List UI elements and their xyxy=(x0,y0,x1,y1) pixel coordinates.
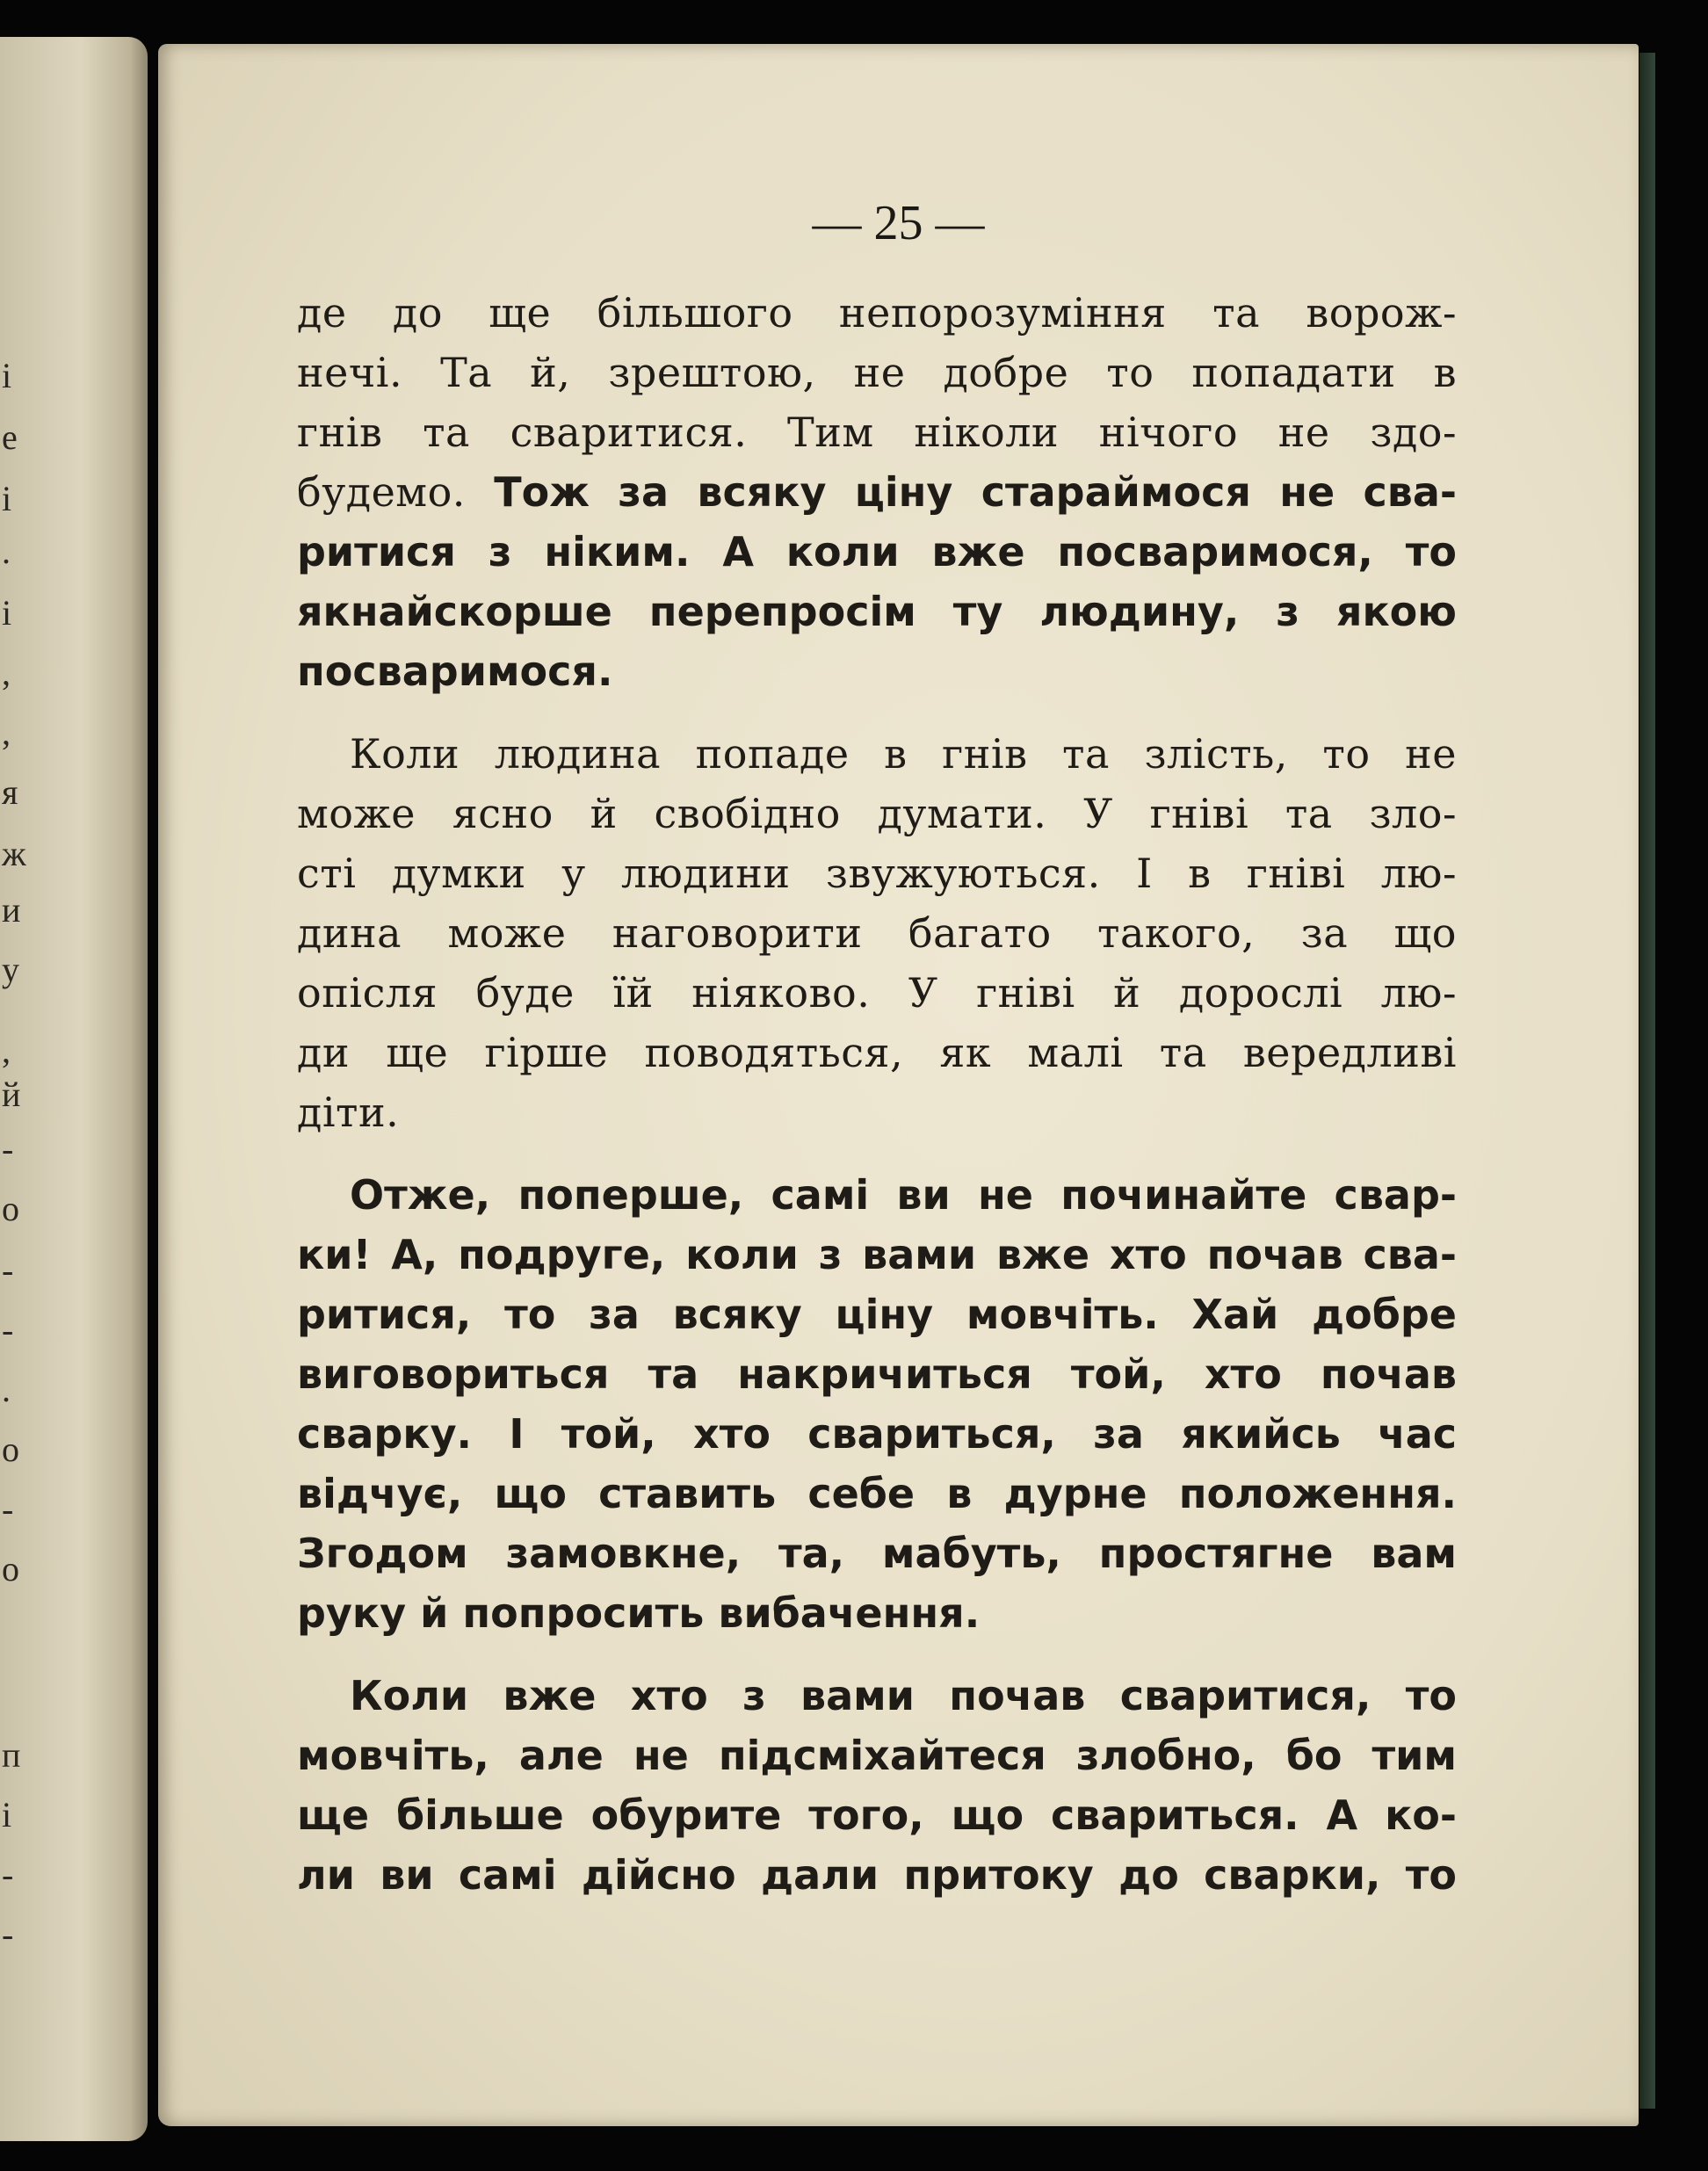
text-line: ще більше обурите того, що свариться. А ко- xyxy=(297,1791,1457,1839)
margin-glyph: о xyxy=(2,1189,19,1228)
margin-glyph: п xyxy=(2,1735,21,1775)
text-line: руку й попросить вибачення. xyxy=(297,1589,981,1637)
text-line: нечі. Та й, зрештою, не добре то попадати в xyxy=(297,349,1457,396)
text-line: ки! А, подруге, коли з вами вже хто почав сва- xyxy=(297,1231,1457,1278)
margin-glyph: , xyxy=(2,1031,11,1070)
page-text xyxy=(297,283,1457,1905)
margin-glyph: і xyxy=(2,479,12,518)
margin-glyph: я xyxy=(2,772,18,812)
text-line: опісля буде їй ніяково. У гніві й дорослі лю- xyxy=(297,969,1457,1017)
margin-glyph: - xyxy=(2,1855,14,1894)
text-line: сварку. І той, хто свариться, за якийсь час xyxy=(297,1410,1457,1458)
text-line: сті думки у людини звужуються. І в гніві лю- xyxy=(297,850,1457,897)
margin-glyph: . xyxy=(2,1370,11,1409)
text-line-part-bold: Тож за всяку ціну стараймося не сва- xyxy=(465,468,1457,516)
margin-glyph: і xyxy=(2,1795,12,1834)
text-line: де до ще більшого непорозуміння та ворож- xyxy=(297,289,1457,337)
margin-glyph: ж xyxy=(2,834,26,873)
text-line xyxy=(297,462,1457,522)
margin-glyph: і xyxy=(2,356,12,395)
margin-glyph: е xyxy=(2,417,18,457)
page-number: — 25 — xyxy=(812,196,985,250)
text-line: ритися, то за всяку ціну мовчіть. Хай добре xyxy=(297,1291,1457,1338)
text-line: мовчіть, але не підсміхайтеся злобно, бо тим xyxy=(297,1732,1457,1779)
text-line: Коли вже хто з вами почав сваритися, то xyxy=(350,1672,1457,1719)
margin-glyph: - xyxy=(2,1310,14,1350)
text-line: відчує, що ставить себе в дурне положення. xyxy=(297,1470,1457,1517)
margin-glyph: и xyxy=(2,890,21,930)
margin-glyph: . xyxy=(2,532,11,571)
text-line: гнів та сваритися. Тим ніколи нічого не здо- xyxy=(297,409,1457,456)
margin-glyph: о xyxy=(2,1429,19,1469)
margin-glyph: й xyxy=(2,1075,21,1114)
text-line: ли ви самі дійсно дали притоку до сварки, то xyxy=(297,1851,1457,1899)
margin-glyph: - xyxy=(2,1914,14,1954)
text-line: дина може наговорити багато такого, за що xyxy=(297,909,1457,957)
text-line: посваримося. xyxy=(297,648,613,695)
margin-glyph: , xyxy=(2,713,11,752)
left-page xyxy=(0,37,148,2141)
text-line: Коли людина попаде в гнів та злість, то не xyxy=(350,730,1457,778)
margin-glyph: , xyxy=(2,653,11,692)
text-line: може ясно й свобідно думати. У гніві та зло- xyxy=(297,790,1457,837)
text-line: ритися з ніким. А коли вже посваримося, то xyxy=(297,528,1457,575)
margin-glyph: - xyxy=(2,1250,14,1290)
margin-glyph: - xyxy=(2,1129,14,1169)
margin-glyph: у xyxy=(2,950,19,989)
paragraph-4 xyxy=(297,1666,1457,1905)
text-line: ди ще гірше поводяться, як малі та вередливі xyxy=(297,1029,1457,1076)
margin-glyph: - xyxy=(2,1489,14,1529)
margin-glyph: і xyxy=(2,593,12,633)
text-line-part: будемо. xyxy=(297,468,466,516)
text-line: діти. xyxy=(297,1089,400,1136)
paragraph-1 xyxy=(297,283,1457,701)
text-line: Отже, поперше, самі ви не починайте свар- xyxy=(350,1171,1457,1219)
book-cover-edge xyxy=(1639,53,1655,2109)
paragraph-2 xyxy=(297,724,1457,1142)
paragraph-3 xyxy=(297,1165,1457,1643)
text-line: виговориться та накричиться той, хто почав xyxy=(297,1350,1457,1398)
text-line: якнайскорше перепросім ту людину, з якою xyxy=(297,588,1457,635)
text-line: Згодом замовкне, та, мабуть, простягне вам xyxy=(297,1530,1457,1577)
margin-glyph: о xyxy=(2,1549,19,1588)
